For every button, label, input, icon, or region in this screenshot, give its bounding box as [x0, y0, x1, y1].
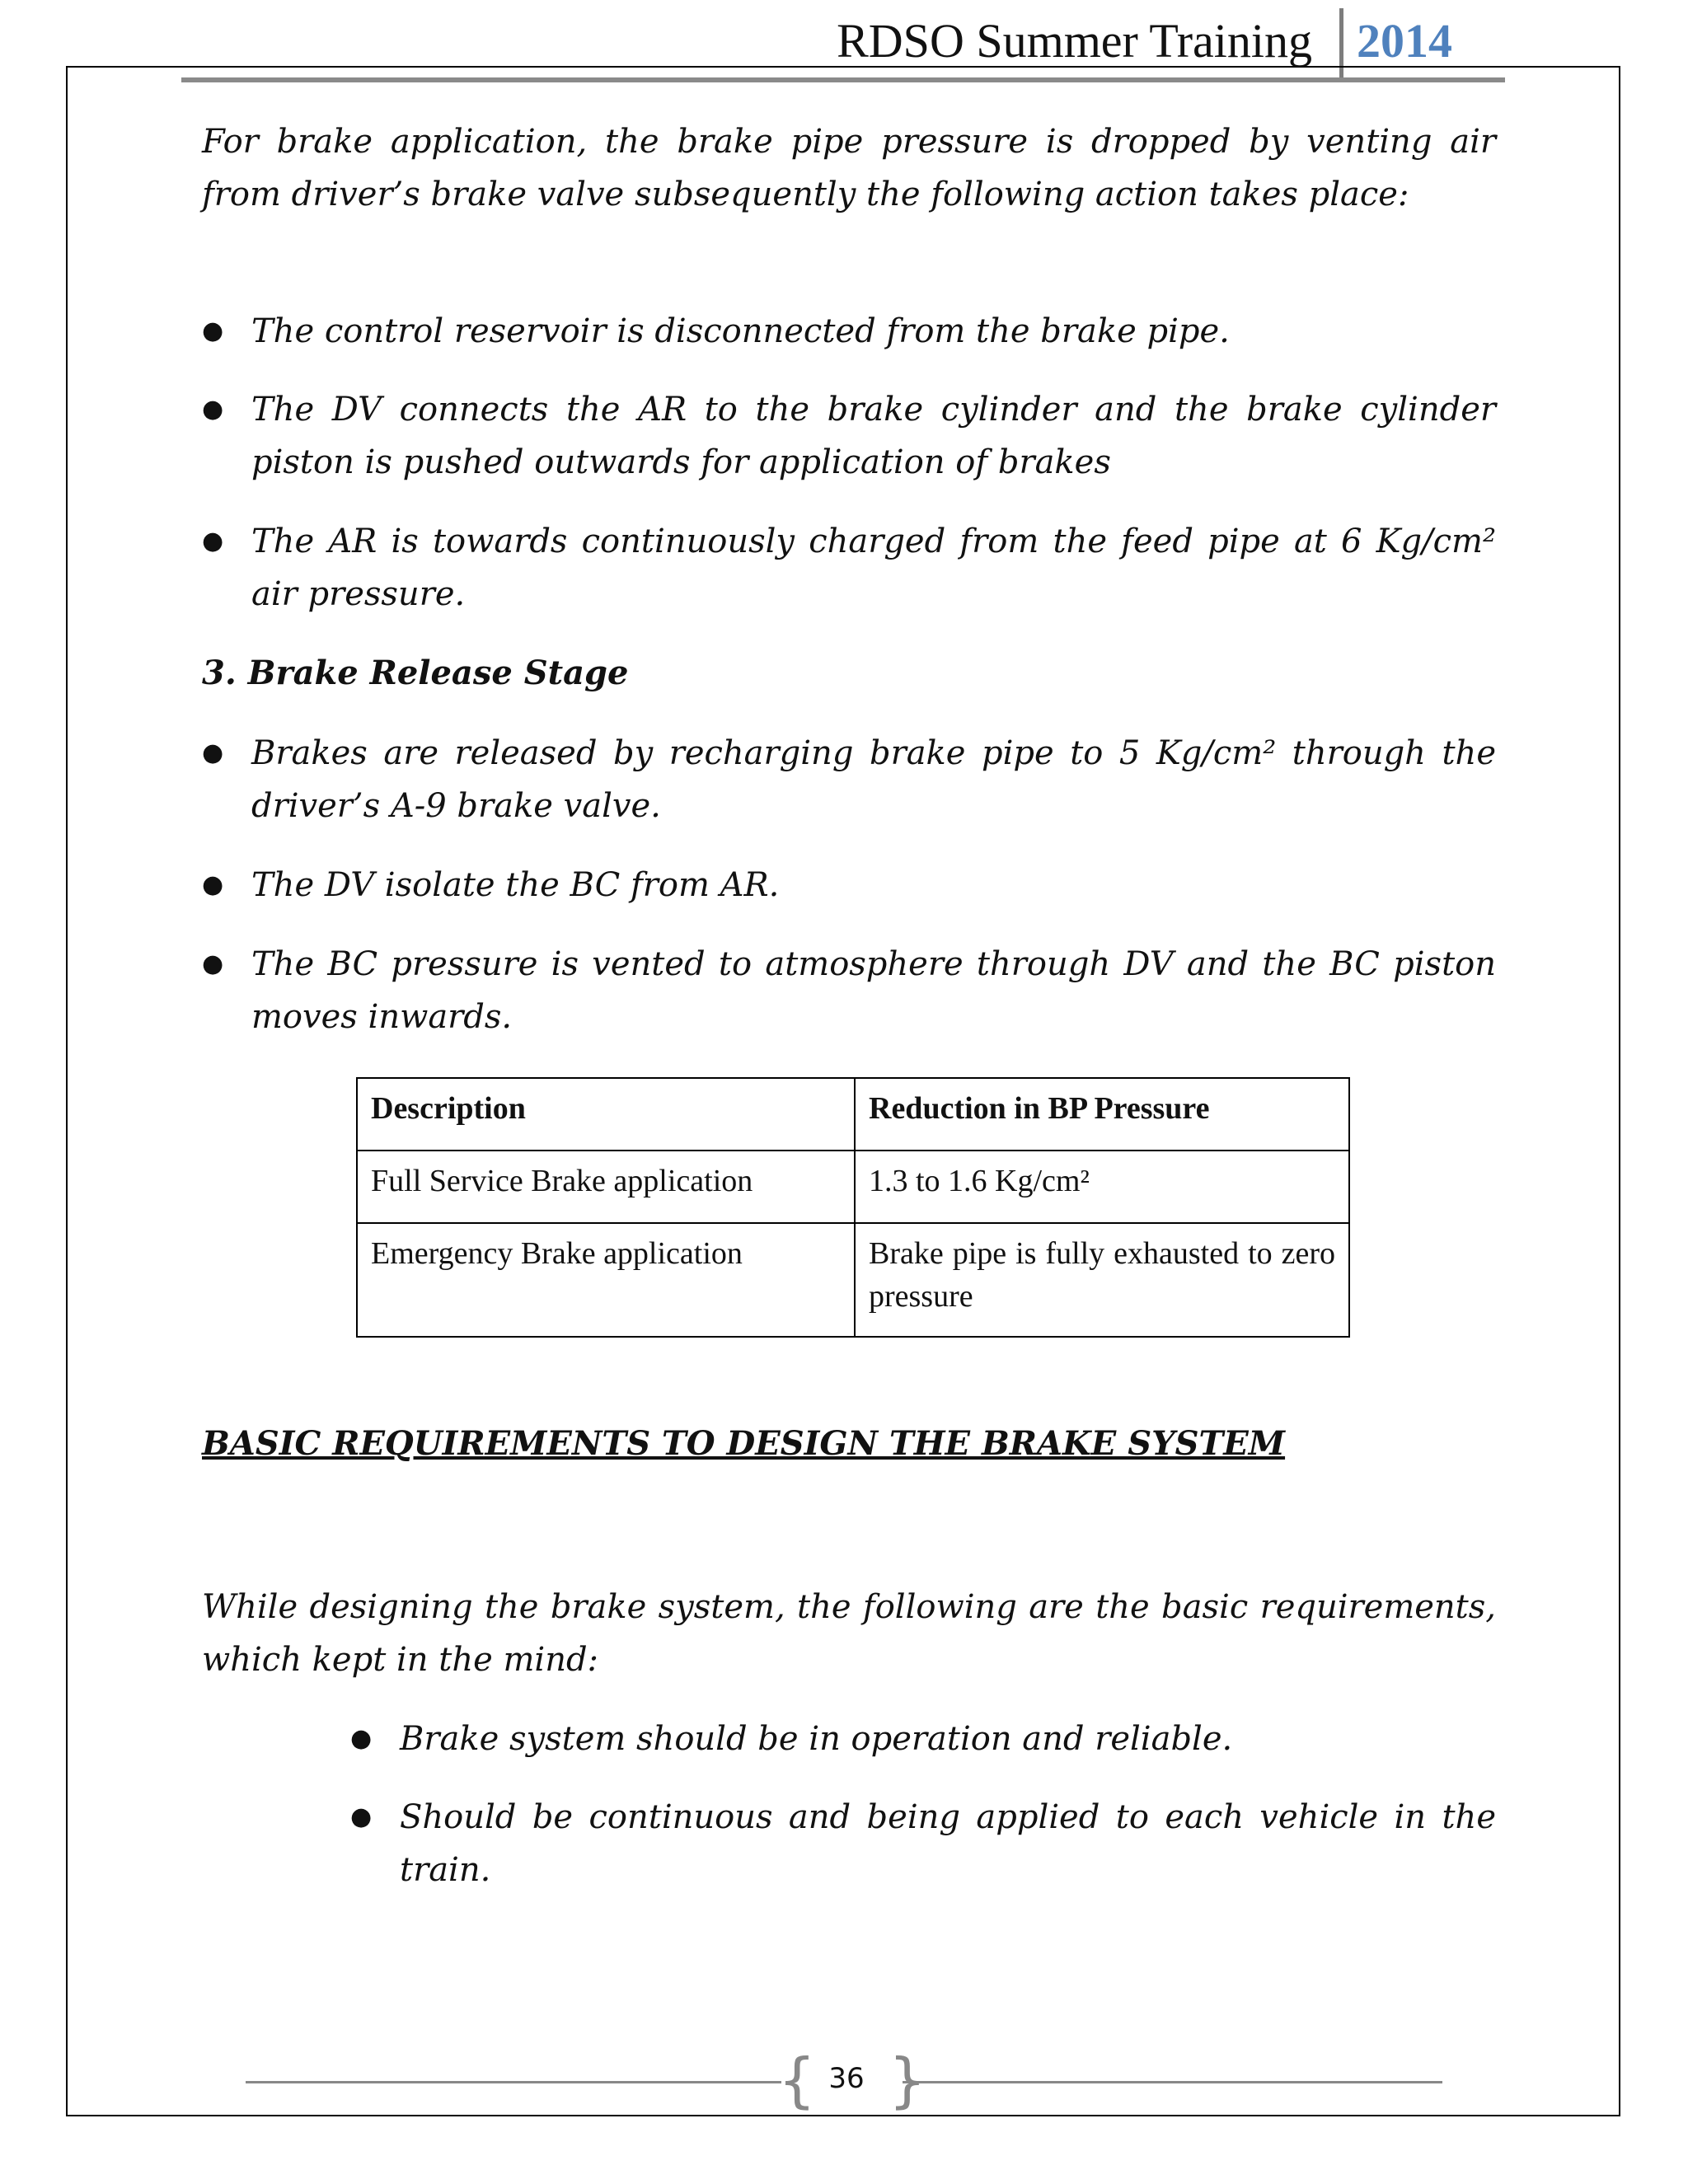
- application-bullets-3: [202, 515, 1496, 621]
- list-item: ● The control reservoir is disconnected from the brake pipe.: [202, 305, 1496, 358]
- bullet-icon: ●: [202, 870, 224, 899]
- bullet-icon: ●: [202, 527, 224, 555]
- table-row: [357, 1223, 1349, 1337]
- bullet-icon: ●: [202, 949, 224, 978]
- bullet-icon: ●: [350, 1802, 373, 1831]
- list-item: ● The BC pressure is vented to atmosphere through DV and the BC piston moves inwards.: [202, 938, 1496, 1043]
- application-bullets-2: [202, 383, 1496, 489]
- table-cell: 1.3 to 1.6 Kg/cm²: [855, 1151, 1349, 1223]
- list-item: ● Should be continuous and being applied to each vehicle in the train.: [350, 1791, 1496, 1896]
- requirements-bullets-2: [350, 1791, 1496, 1896]
- page-number: 36: [828, 2062, 865, 2095]
- release-bullets-1: [202, 727, 1496, 832]
- list-item: ● The AR is towards continuously charged from the feed pipe at 6 Kg/cm² air pressure.: [202, 515, 1496, 621]
- bullet-icon: ●: [202, 316, 224, 345]
- table-header-cell: Reduction in BP Pressure: [855, 1078, 1349, 1151]
- bullet-icon: ●: [202, 395, 224, 424]
- list-item: ● Brake system should be in operation and reliable.: [350, 1713, 1496, 1765]
- requirements-intro-block: [202, 1581, 1496, 1686]
- table-header-row: [357, 1078, 1349, 1151]
- table-cell: Full Service Brake application: [357, 1151, 855, 1223]
- release-bullets-3: [202, 938, 1496, 1043]
- application-bullets: [202, 305, 1496, 358]
- footer-rule-left: [246, 2081, 781, 2083]
- list-item: ● The DV connects the AR to the brake cylinder and the brake cylinder piston is pushed outwards for application of brakes: [202, 383, 1496, 489]
- release-bullets-2: [202, 859, 1496, 912]
- release-section: [202, 647, 1496, 700]
- requirements-intro: While designing the brake system, the following are the basic requirements, which kept in the mind:: [202, 1588, 1496, 1679]
- requirements-bullets-1: [350, 1713, 1496, 1765]
- brake-application-section: [202, 115, 1496, 221]
- header-year: 2014: [1357, 14, 1452, 68]
- table-cell: Emergency Brake application: [357, 1223, 855, 1337]
- table-cell: Brake pipe is fully exhausted to zero pressure: [855, 1223, 1349, 1337]
- bullet-icon: ●: [202, 738, 224, 767]
- intro-paragraph: For brake application, the brake pipe pressure is dropped by venting air from driver’s brake valve subsequently the following action takes place:: [202, 123, 1496, 213]
- bp-pressure-table: [356, 1077, 1350, 1338]
- left-brace-icon: {: [778, 2046, 816, 2115]
- release-heading: 3. Brake Release Stage: [202, 654, 629, 692]
- table-row: [357, 1151, 1349, 1223]
- header-title: RDSO Summer Training: [837, 14, 1312, 68]
- right-brace-icon: }: [889, 2046, 926, 2115]
- bullet-icon: ●: [350, 1724, 373, 1753]
- list-item: ● Brakes are released by recharging brake pipe to 5 Kg/cm² through the driver’s A-9 brake valve.: [202, 727, 1496, 832]
- requirements-heading: BASIC REQUIREMENTS TO DESIGN THE BRAKE SYSTEM: [202, 1424, 1286, 1463]
- requirements-section: [202, 1418, 1496, 1470]
- table-header-cell: Description: [357, 1078, 855, 1151]
- footer-rule-right: [903, 2081, 1442, 2083]
- list-item: ● The DV isolate the BC from AR.: [202, 859, 1496, 912]
